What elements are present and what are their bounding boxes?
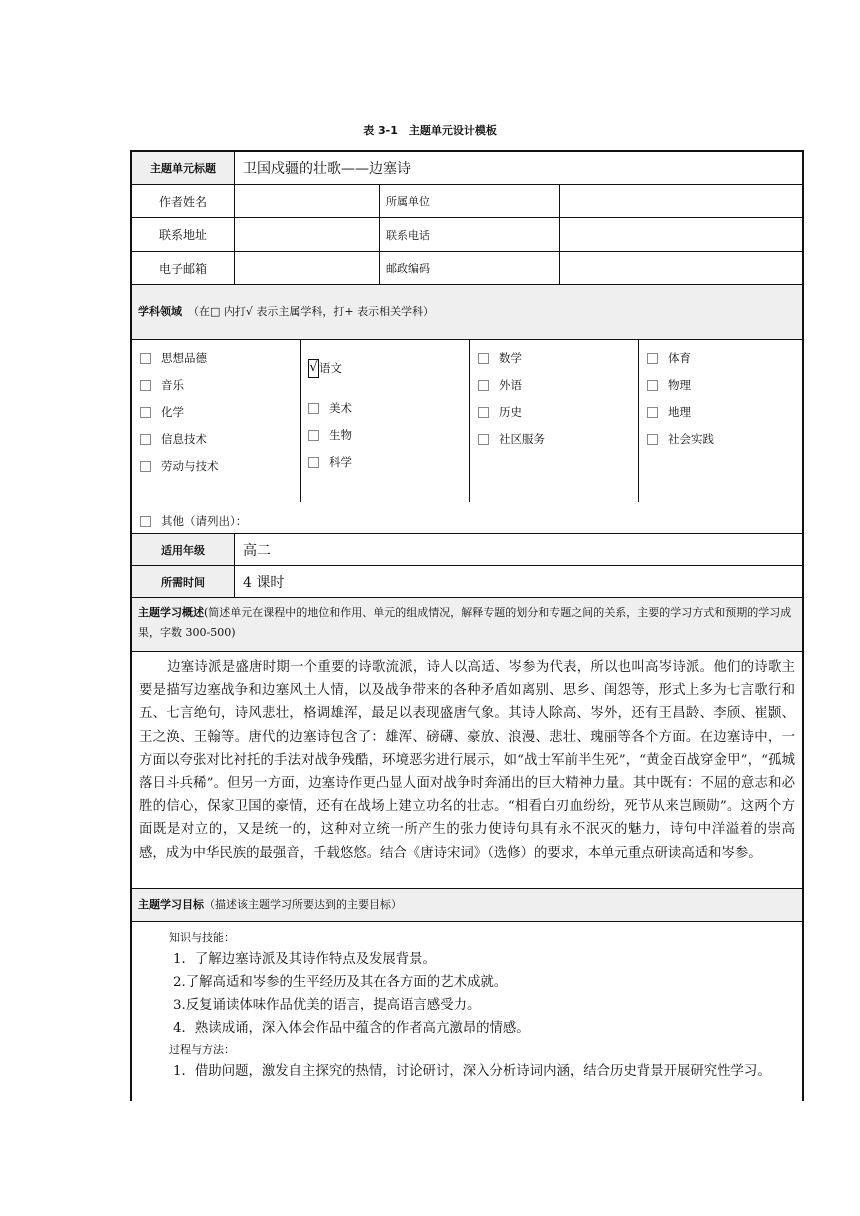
subject-grid	[132, 340, 802, 534]
subject-option[interactable]: 化学	[140, 399, 219, 426]
knowledge-item: 4．熟读成诵，深入体会作品中蕴含的作者高亢激昂的情感。	[173, 1021, 530, 1036]
checkbox-icon[interactable]	[140, 407, 151, 418]
checkbox-icon[interactable]	[478, 380, 489, 391]
subject-column-1	[140, 345, 219, 480]
unit-design-table	[130, 150, 804, 1101]
address-row	[132, 218, 802, 252]
goals-header	[132, 895, 408, 915]
knowledge-item: 2.了解高适和岑参的生平经历及其在各方面的艺术成就。	[173, 975, 508, 990]
checkbox-icon[interactable]	[308, 403, 319, 414]
author-row	[132, 185, 802, 218]
subject-option[interactable]: 物理	[647, 372, 714, 399]
grade-label: 适用年级	[132, 534, 235, 565]
email-label: 电子邮箱	[132, 252, 235, 284]
knowledge-item: 3.反复诵读体味作品优美的语言，提高语言感受力。	[173, 998, 481, 1013]
goals-body	[132, 922, 802, 1083]
address-value[interactable]	[235, 218, 380, 251]
subject-option[interactable]: 社会实践	[647, 426, 714, 453]
overview-header-bold: 主题学习概述	[138, 606, 204, 619]
goals-body-row	[132, 922, 802, 1103]
overview-header	[132, 603, 802, 643]
checkbox-icon[interactable]	[308, 430, 319, 441]
theme-value: 卫国戍疆的壮歌——边塞诗	[243, 161, 411, 177]
subject-option[interactable]: 音乐	[140, 372, 219, 399]
subject-column-3	[478, 345, 545, 453]
grade-value: 高二	[243, 542, 271, 559]
subject-header-bold: 学科领域	[138, 305, 182, 318]
subject-header-note: （在□ 内打√ 表示主属学科，打+ 表示相关学科）	[188, 305, 435, 318]
subject-option[interactable]: 体育	[647, 345, 714, 372]
address-label: 联系地址	[132, 218, 235, 251]
time-row	[132, 566, 802, 598]
theme-label: 主题单元标题	[132, 152, 235, 184]
subject-option[interactable]: 数学	[478, 345, 545, 372]
checkbox-icon[interactable]	[647, 353, 658, 364]
subject-option[interactable]: 信息技术	[140, 426, 219, 453]
subject-option[interactable]: 劳动与技术	[140, 453, 219, 480]
column-divider	[300, 340, 301, 502]
checkbox-icon[interactable]	[647, 407, 658, 418]
subject-option[interactable]: 社区服务	[478, 426, 545, 453]
subject-column-4	[647, 345, 714, 453]
checkbox-icon[interactable]	[140, 353, 151, 364]
subject-option-checked[interactable]: √语文	[308, 353, 352, 395]
unit-value[interactable]	[560, 185, 802, 217]
goals-header-row	[132, 889, 802, 922]
process-item: 1．借助问题，激发自主探究的热情，讨论研讨，深入分析诗词内涵，结合历史背景开展研究性学习。	[173, 1064, 771, 1079]
phone-label: 联系电话	[380, 218, 560, 251]
postcode-label: 邮政编码	[380, 252, 560, 284]
goals-header-note: （描述该主题学习所要达到的主要目标）	[204, 898, 402, 911]
grade-row	[132, 534, 802, 566]
subject-header-row	[132, 285, 802, 340]
subject-option[interactable]: 历史	[478, 399, 545, 426]
subject-option[interactable]: 思想品德	[140, 345, 219, 372]
author-label: 作者姓名	[132, 185, 235, 217]
checkbox-icon[interactable]	[478, 353, 489, 364]
checkbox-icon[interactable]	[140, 434, 151, 445]
unit-label: 所属单位	[380, 185, 560, 217]
checkbox-icon[interactable]	[478, 407, 489, 418]
column-divider	[638, 340, 639, 502]
process-label: 过程与方法：	[169, 1043, 235, 1056]
checkbox-icon[interactable]	[647, 434, 658, 445]
checkbox-icon[interactable]	[140, 516, 151, 527]
subject-column-2	[308, 353, 352, 476]
knowledge-item: 1．了解边塞诗派及其诗作特点及发展背景。	[173, 952, 436, 967]
checkbox-icon[interactable]	[140, 461, 151, 472]
table-caption: 表 3-1 主题单元设计模板	[363, 124, 497, 137]
subject-option[interactable]: 生物	[308, 422, 352, 449]
time-label: 所需时间	[132, 566, 235, 597]
checkbox-icon[interactable]	[647, 380, 658, 391]
checkbox-icon[interactable]	[140, 380, 151, 391]
overview-body-row	[132, 652, 802, 889]
subject-header	[132, 302, 440, 322]
subject-option[interactable]: 外语	[478, 372, 545, 399]
knowledge-label: 知识与技能：	[169, 931, 235, 944]
goals-header-bold: 主题学习目标	[138, 898, 204, 911]
overview-header-row	[132, 598, 802, 652]
subject-option[interactable]: 美术	[308, 395, 352, 422]
theme-row	[132, 152, 802, 185]
overview-body: 边塞诗派是盛唐时期一个重要的诗歌流派，诗人以高适、岑参为代表，所以也叫高岑诗派。他们的诗歌主要是描写边塞战争和边塞风土人情，以及战争带来的各种矛盾如离别、思乡、闺怨等，形式上多为七言歌行和五、七言绝句，诗风悲壮，格调雄浑，最足以表现盛唐气象。其诗人除高、岑外，还有王昌龄、李颀、崔颢、王之涣、王翰等。唐代的边塞诗包含了：雄浑、磅礴、豪放、浪漫、悲壮、瑰丽等各个方面。在边塞诗中，一方面以夸张对比衬托的手法对战争残酷，环境恶劣进行展示，如“战士军前半生死”，“黄金百战穿金甲”，“孤城落日斗兵稀”。但另一方面，边塞诗作更凸显人面对战争时奔涌出的巨大精神力量。其中既有：不屈的意志和必胜的信心，保家卫国的豪情，还有在战场上建立功名的壮志。“相看白刃血纷纷，死节从来岂顾勋”。这两个方面既是对立的，又是统一的，这种对立统一所产生的张力使诗句具有永不泯灭的魅力，诗句中洋溢着的崇高感，成为中华民族的最强音，千载悠悠。结合《唐诗宋词》（选修）的要求，本单元重点研读高适和岑参。	[139, 660, 795, 861]
checkbox-icon[interactable]	[308, 457, 319, 468]
subject-option[interactable]: 地理	[647, 399, 714, 426]
email-row	[132, 252, 802, 285]
phone-value[interactable]	[560, 218, 802, 251]
subject-other-label: 其他（请列出）：	[161, 514, 248, 528]
subject-option[interactable]: 科学	[308, 449, 352, 476]
postcode-value[interactable]	[560, 252, 802, 284]
column-divider	[469, 340, 470, 502]
checkbox-icon[interactable]	[478, 434, 489, 445]
subject-other[interactable]	[140, 508, 247, 535]
time-value: 4 课时	[243, 574, 285, 591]
checked-checkbox-icon[interactable]: √	[308, 359, 319, 378]
email-value[interactable]	[235, 252, 380, 284]
overview-header-note: (简述单元在课程中的地位和作用、单元的组成情况，解释专题的划分和专题之间的关系，主要的学习方式和预期的学习成果，字数 300-500)	[138, 606, 792, 639]
author-value[interactable]	[235, 185, 380, 217]
